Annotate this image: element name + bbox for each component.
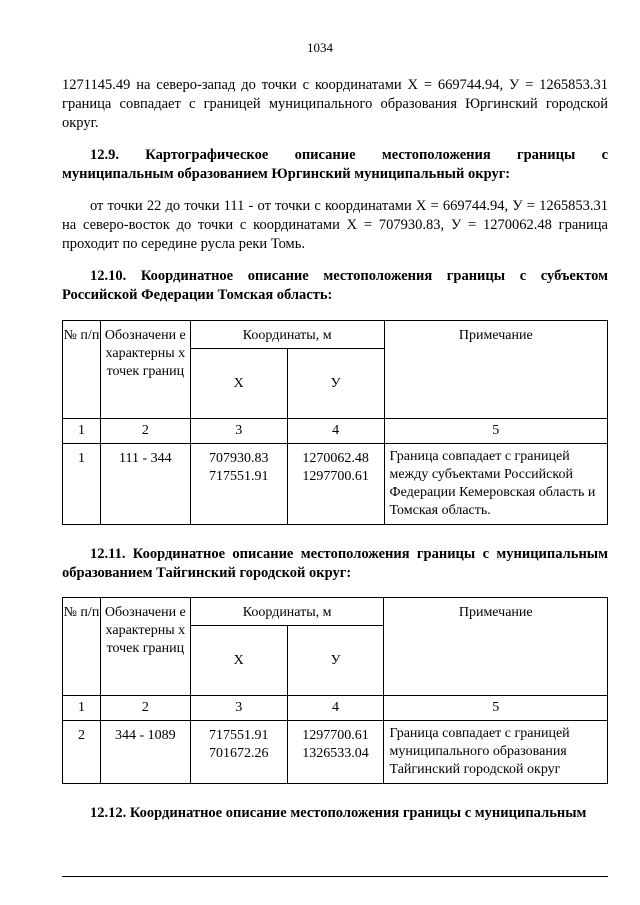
col-index: 5 <box>384 696 608 721</box>
header-designation: Обозначени е характерны х точек границ <box>100 321 190 419</box>
y-value: 1297700.61 <box>302 469 369 484</box>
bottom-divider <box>62 876 608 877</box>
row-num: 2 <box>63 721 101 784</box>
intro-paragraph: 1271145.49 на северо-запад до точки с координатами Х = 669744.94, У = 1265853.31 граница совпадает с границей муниципального образования Юргинский городской округ. <box>62 77 608 131</box>
header-coordinates: Координаты, м <box>190 321 384 349</box>
col-index: 3 <box>190 419 287 444</box>
row-x <box>190 444 287 525</box>
header-y: У <box>287 349 384 419</box>
col-index: 1 <box>63 419 101 444</box>
col-index: 1 <box>63 696 101 721</box>
coordinates-table-taiga <box>62 597 608 784</box>
section-12-9-heading: 12.9. Картографическое описание местоположения границы с муниципальным образованием Юргинский муниципальный округ: <box>62 147 608 182</box>
row-y <box>287 444 384 525</box>
section-12-10-heading: 12.10. Координатное описание местоположения границы с субъектом Российской Федерации Томская область: <box>62 268 608 303</box>
table-row <box>63 721 608 784</box>
page-number: 1034 <box>307 40 333 55</box>
col-index: 3 <box>190 696 287 721</box>
header-num: № п/п <box>63 321 101 419</box>
coordinates-table-tomsk <box>62 320 608 525</box>
x-value: 717551.91 <box>208 469 269 484</box>
header-note: Примечание <box>384 321 607 419</box>
col-index: 2 <box>100 419 190 444</box>
header-designation: Обозначени е характерны х точек границ <box>100 598 190 696</box>
y-value: 1326533.04 <box>302 746 369 761</box>
row-num: 1 <box>63 444 101 525</box>
header-note: Примечание <box>384 598 608 696</box>
x-value: 701672.26 <box>208 746 269 761</box>
section-12-12-heading: 12.12. Координатное описание местоположения границы с муниципальным <box>90 805 587 821</box>
table-row <box>63 444 608 525</box>
header-y: У <box>287 626 384 696</box>
section-12-9-text: от точки 22 до точки 111 - от точки с координатами Х = 669744.94, У = 1265853.31 на северо-восток до точки с координатами Х = 707930.83, У = 1270062.48 граница проходит по середине русла реки Томь. <box>62 198 608 252</box>
row-y <box>287 721 384 784</box>
row-note: Граница совпадает с границей между субъектами Российской Федерации Кемеровская область и Томская область. <box>384 444 607 525</box>
x-value: 717551.91 <box>208 728 269 743</box>
col-index: 4 <box>287 419 384 444</box>
row-points: 344 - 1089 <box>100 721 190 784</box>
col-index: 2 <box>100 696 190 721</box>
row-note: Граница совпадает с границей муниципального образования Тайгинский городской округ <box>384 721 608 784</box>
header-x: Х <box>190 349 287 419</box>
x-value: 707930.83 <box>208 451 269 466</box>
header-x: Х <box>190 626 287 696</box>
row-points: 111 - 344 <box>100 444 190 525</box>
col-index: 5 <box>384 419 607 444</box>
y-value: 1270062.48 <box>302 451 369 466</box>
section-12-11-heading: 12.11. Координатное описание местоположения границы с муниципальным образованием Тайгинский городской округ: <box>62 546 608 581</box>
col-index: 4 <box>287 696 384 721</box>
row-x <box>190 721 287 784</box>
header-coordinates: Координаты, м <box>190 598 384 626</box>
y-value: 1297700.61 <box>302 728 369 743</box>
header-num: № п/п <box>63 598 101 696</box>
